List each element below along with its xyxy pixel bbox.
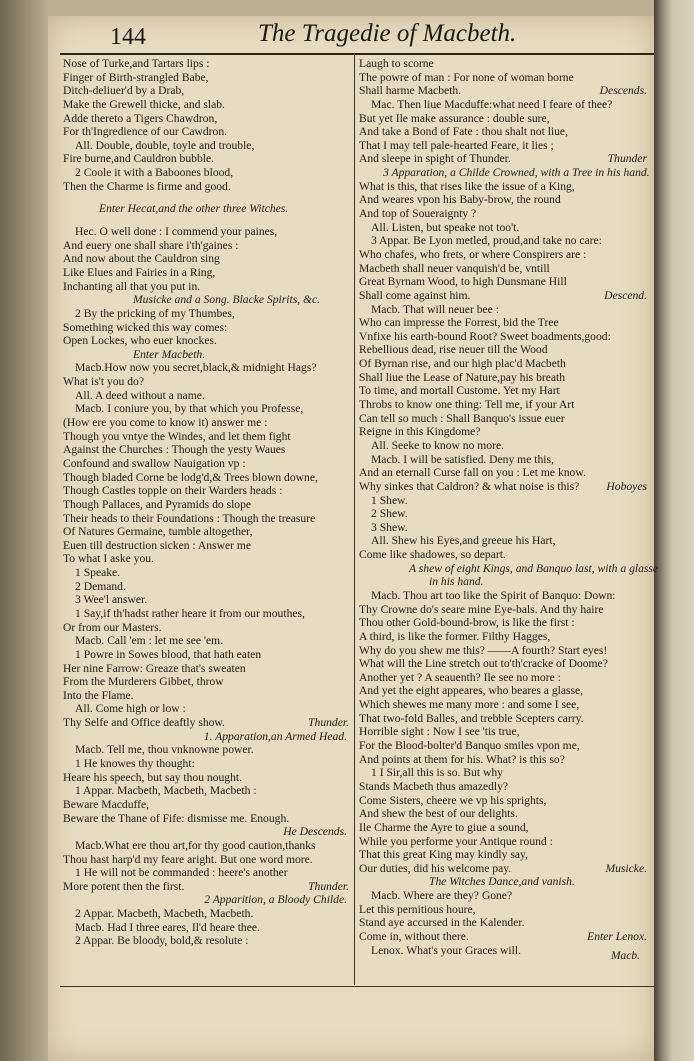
line-text: 1 He knowes thy thought:	[75, 757, 195, 771]
line-text: What is this, that rises like the issue of a King,	[359, 179, 575, 193]
text-line	[359, 84, 649, 98]
line-text: Shall come against him.	[359, 288, 471, 302]
text-line	[63, 152, 351, 166]
text-line	[359, 316, 649, 330]
text-line	[359, 494, 649, 508]
text-line	[359, 343, 649, 357]
text-line	[359, 57, 649, 71]
header-rule	[60, 53, 654, 55]
text-line	[63, 825, 351, 839]
text-line	[63, 743, 351, 757]
line-text: Stands Macbeth thus amazedly?	[359, 779, 509, 793]
line-text: 2 Appar. Be bloody, bold,& resolute :	[75, 934, 249, 948]
line-text: 3 Shew.	[371, 520, 408, 534]
line-text: Our duties, did his welcome pay.	[359, 861, 512, 875]
line-text: Inchanting all that you put in.	[63, 279, 201, 293]
text-line	[63, 471, 351, 485]
facing-page-edge	[654, 0, 694, 1061]
text-line	[359, 616, 649, 630]
text-line	[63, 689, 351, 703]
text-line	[359, 589, 649, 603]
line-text: And yet the eight appeares, who beares a glasse,	[359, 684, 584, 698]
text-line	[63, 430, 351, 444]
text-line	[63, 180, 351, 194]
text-line	[359, 603, 649, 617]
line-text: Macb. Where are they? Gone?	[371, 889, 513, 903]
text-line	[359, 916, 649, 930]
line-text: And an eternall Curse fall on you : Let me know.	[359, 466, 586, 480]
text-line	[63, 552, 351, 566]
line-text: Which shewes me many more : and some I see,	[359, 698, 580, 712]
line-text: 1 Say,if th'hadst rather heare it from our mouthes,	[75, 606, 305, 620]
line-text: Like Elues and Fairies in a Ring,	[63, 265, 216, 279]
text-line	[63, 853, 351, 867]
text-line	[359, 480, 649, 494]
line-text: 1. Apparation,an Armed Head.	[203, 729, 347, 743]
line-text: Macb. I coniure you, by that which you Professe,	[75, 402, 304, 416]
left-column	[63, 57, 351, 948]
line-text: Enter Hecat,and the other three Witches.	[99, 202, 289, 216]
column-divider	[354, 53, 355, 985]
text-line	[359, 712, 649, 726]
line-text: Who chafes, who frets, or where Conspirers are :	[359, 247, 587, 261]
line-text: Then the Charme is firme and good.	[63, 179, 231, 193]
text-line	[63, 193, 351, 202]
text-line	[63, 252, 351, 266]
page-number: 144	[110, 24, 146, 50]
text-line	[63, 607, 351, 621]
text-line	[63, 307, 351, 321]
text-line	[359, 548, 649, 562]
line-text: 2 Shew.	[371, 507, 408, 521]
text-line	[359, 289, 649, 303]
line-text: Great Byrnam Wood, to high Dunsmane Hill	[359, 275, 567, 289]
text-line	[359, 398, 649, 412]
stage-direction: Descend.	[604, 288, 647, 302]
text-line	[63, 139, 351, 153]
line-text: 1 I Sir,all this is so. But why	[371, 766, 503, 780]
text-line	[63, 893, 351, 907]
line-text: Their heads to their Foundations : Though the treasure	[63, 511, 316, 525]
text-line	[359, 930, 649, 944]
line-text: And euery one shall share i'th'gaines :	[63, 238, 239, 252]
stage-direction: Thunder	[607, 152, 647, 166]
text-line	[63, 361, 351, 375]
line-text: A third, is like the former. Filthy Hagges,	[359, 629, 551, 643]
line-text: That two-fold Balles, and trebble Scepters carry.	[359, 711, 584, 725]
text-line	[359, 193, 649, 207]
line-text: 2 Demand.	[75, 579, 126, 593]
text-line	[359, 262, 649, 276]
text-line	[359, 657, 649, 671]
text-line	[63, 921, 351, 935]
line-text: Macbeth shall neuer vanquish'd be, vntill	[359, 261, 550, 275]
text-line	[359, 889, 649, 903]
line-text: Mac. Then liue Macduffe:what need I feare of thee?	[371, 97, 613, 111]
line-text: And now about the Cauldron sing	[63, 252, 220, 266]
text-line	[359, 357, 649, 371]
text-line	[359, 521, 649, 535]
line-text: All. Listen, but speake not too't.	[371, 220, 520, 234]
line-text: Enter Macbeth.	[133, 347, 206, 361]
text-line	[63, 280, 351, 294]
text-line	[63, 512, 351, 526]
text-line	[63, 566, 351, 580]
line-text: Macb. Thou art too like the Spirit of Banquo: Down:	[371, 588, 616, 602]
text-line	[63, 675, 351, 689]
text-line	[359, 234, 649, 248]
line-text: And sleepe in spight of Thunder.	[359, 152, 511, 166]
line-text: Stand aye accursed in the Kalender.	[359, 916, 525, 930]
line-text: Why do you shew me this? ——A fourth? Start eyes!	[359, 643, 608, 657]
line-text: All. Come high or low :	[75, 702, 186, 716]
line-text: Macb. I will be satisfied. Deny me this,	[371, 452, 554, 466]
text-line	[359, 684, 649, 698]
text-line	[359, 766, 649, 780]
text-line	[359, 725, 649, 739]
running-title: The Tragedie of Macbeth.	[258, 20, 517, 47]
line-text: Macb. Had I three eares, Il'd heare thee.	[75, 920, 260, 934]
text-line	[63, 71, 351, 85]
line-text: For th'Ingredience of our Cawdron.	[63, 125, 228, 139]
text-line	[359, 98, 649, 112]
text-line	[63, 880, 351, 894]
line-text: All. Shew his Eyes,and greeue his Hart,	[371, 534, 556, 548]
text-line	[359, 275, 649, 289]
text-line	[63, 839, 351, 853]
line-text: Heare his speech, but say thou nought.	[63, 770, 243, 784]
line-text: 3 Wee'l answer.	[75, 593, 148, 607]
line-text: From the Murderers Gibbet, throw	[63, 675, 224, 689]
line-text: Shall liue the Lease of Nature,pay his breath	[359, 370, 566, 384]
text-line	[63, 321, 351, 335]
line-text: Beware Macduffe,	[63, 797, 150, 811]
text-line	[63, 112, 351, 126]
text-line	[63, 907, 351, 921]
text-line	[63, 580, 351, 594]
text-line	[63, 225, 351, 239]
text-line	[63, 757, 351, 771]
line-text: Ile Charme the Ayre to giue a sound,	[359, 820, 529, 834]
text-line	[63, 443, 351, 457]
text-line	[63, 266, 351, 280]
right-column	[359, 57, 659, 957]
line-text: Macb. That will neuer bee :	[371, 302, 499, 316]
line-text: Come like shadowes, so depart.	[359, 548, 506, 562]
line-text: But yet Ile make assurance : double sure,	[359, 111, 550, 125]
line-text: All. Seeke to know no more.	[371, 438, 504, 452]
line-text: And top of Soueraignty ?	[359, 207, 477, 221]
text-line	[359, 439, 649, 453]
line-text: All. Double, double, toyle and trouble,	[75, 138, 255, 152]
text-line	[63, 662, 351, 676]
stage-direction: Enter Lenox.	[587, 930, 647, 943]
text-line	[359, 207, 649, 221]
text-line	[359, 466, 649, 480]
line-text: The Witches Dance,and vanish.	[429, 875, 575, 889]
line-text: (How ere you come to know it) answer me :	[63, 416, 268, 430]
text-line	[359, 794, 649, 808]
text-line	[359, 534, 649, 548]
line-text: The powre of man : For none of woman borne	[359, 70, 574, 84]
text-line	[359, 903, 649, 917]
line-text: Make the Grewell thicke, and slab.	[63, 97, 225, 111]
line-text: And take a Bond of Fate : thou shalt not liue,	[359, 125, 568, 139]
text-line	[359, 944, 649, 958]
text-line	[359, 71, 649, 85]
text-line	[359, 753, 649, 767]
text-line	[359, 425, 649, 439]
text-line	[359, 507, 649, 521]
line-text: 3 Apparation, a Childe Crowned, with a Tree in his hand.	[383, 166, 650, 180]
stage-direction: Descends.	[599, 84, 647, 98]
line-text: Lenox. What's your Graces will.	[371, 943, 521, 957]
text-line	[63, 934, 351, 948]
stage-direction: Thunder.	[308, 716, 349, 730]
line-text: Can tell so much : Shall Banquo's issue euer	[359, 411, 565, 425]
line-text: More potent then the first.	[63, 879, 185, 893]
text-line	[359, 221, 649, 235]
text-line	[63, 866, 351, 880]
line-text: Ditch-deliuer'd by a Drab,	[63, 84, 185, 98]
text-line	[63, 166, 351, 180]
line-text: Into the Flame.	[63, 688, 134, 702]
text-line	[359, 371, 649, 385]
line-text: Adde thereto a Tigers Chawdron,	[63, 111, 218, 125]
line-text: Reigne in this Kingdome?	[359, 425, 481, 439]
line-text: 3 Appar. Be Lyon metled, proud,and take no care:	[371, 234, 602, 248]
line-text: All. A deed without a name.	[75, 388, 205, 402]
text-line	[63, 648, 351, 662]
line-text: Horrible sight : Now I see 'tis true,	[359, 725, 520, 739]
line-text: 2 By the pricking of my Thumbes,	[75, 306, 235, 320]
text-line	[359, 875, 649, 889]
line-text: Though Pallaces, and Pyramids do slope	[63, 497, 252, 511]
text-line	[359, 125, 649, 139]
line-text: Come in, without there.	[359, 930, 469, 943]
text-line	[63, 498, 351, 512]
text-line	[359, 152, 649, 166]
text-line	[359, 112, 649, 126]
line-text: Or from our Masters.	[63, 620, 162, 634]
line-text: And points at them for his. What? is this so?	[359, 752, 565, 766]
text-line	[63, 716, 351, 730]
text-line	[359, 780, 649, 794]
text-line	[359, 453, 649, 467]
text-line	[63, 798, 351, 812]
text-line	[359, 139, 649, 153]
line-text: Of Byrnan rise, and our high plac'd Macbeth	[359, 357, 566, 371]
line-text: Thy Crowne do's seare mine Eye-bals. And thy haire	[359, 602, 604, 616]
line-text: Though bladed Corne be lodg'd,& Trees blown downe,	[63, 470, 318, 484]
line-text: Nose of Turke,and Tartars lips :	[63, 57, 210, 70]
text-line	[63, 239, 351, 253]
line-text: 2 Appar. Macbeth, Macbeth, Macbeth.	[75, 907, 254, 921]
text-line	[359, 671, 649, 685]
binding-gutter	[0, 0, 48, 1061]
line-text: Though you vntye the Windes, and let them fight	[63, 429, 291, 443]
line-text: Fire burne,and Cauldron bubble.	[63, 152, 215, 166]
line-text: 1 Shew.	[371, 493, 408, 507]
text-line	[63, 702, 351, 716]
line-text: Macb. Tell me, thou vnknowne power.	[75, 743, 254, 757]
line-text: Finger of Birth-strangled Babe,	[63, 70, 209, 84]
text-line	[359, 166, 649, 180]
line-text: Hec. O well done : I commend your paines,	[75, 225, 278, 239]
line-text: 2 Apparition, a Bloody Childe.	[204, 893, 347, 907]
text-line	[359, 180, 649, 194]
text-line	[359, 575, 649, 589]
text-line	[63, 457, 351, 471]
text-line	[359, 807, 649, 821]
line-text: And shew the best of our delights.	[359, 807, 518, 821]
line-text: 1 Speake.	[75, 566, 121, 580]
footer-rule	[60, 986, 654, 987]
text-line	[63, 402, 351, 416]
line-text: Who can impresse the Forrest, bid the Tree	[359, 316, 559, 330]
text-line	[63, 389, 351, 403]
text-line	[63, 634, 351, 648]
line-text: Macb. Call 'em : let me see 'em.	[75, 634, 224, 648]
line-text: Let this pernitious houre,	[359, 902, 476, 916]
text-line	[63, 57, 351, 71]
text-line	[359, 862, 649, 876]
line-text: 2 Coole it with a Baboones blood,	[75, 166, 234, 180]
line-text: Macb.How now you secret,black,& midnight Hags?	[75, 361, 317, 375]
line-text: Euen till destruction sicken : Answer me	[63, 538, 252, 552]
text-line	[63, 125, 351, 139]
text-line	[359, 835, 649, 849]
text-line	[63, 202, 351, 216]
line-text: While you performe your Antique round :	[359, 834, 553, 848]
stage-direction: Hoboyes	[606, 479, 647, 493]
text-line	[359, 630, 649, 644]
line-text: Shall harme Macbeth.	[359, 84, 462, 98]
text-line	[63, 621, 351, 635]
text-line	[63, 216, 351, 225]
line-text: And weares vpon his Baby-brow, the round	[359, 193, 561, 207]
text-line	[63, 334, 351, 348]
text-line	[63, 293, 351, 307]
text-line	[63, 348, 351, 362]
line-text: Her nine Farrow: Greaze that's sweaten	[63, 661, 246, 675]
line-text: Of Natures Germaine, tumble altogether,	[63, 525, 253, 539]
text-line	[63, 416, 351, 430]
text-line	[63, 98, 351, 112]
line-text: Rebellious dead, rise neuer till the Wood	[359, 343, 548, 357]
line-text: That I may tell pale-hearted Feare, it lies ;	[359, 138, 554, 152]
stage-direction: Thunder.	[308, 879, 349, 893]
text-line	[359, 698, 649, 712]
line-text: 1 Powre in Sowes blood, that hath eaten	[75, 647, 262, 661]
line-text: Macb.What ere thou art,for thy good caution,thanks	[75, 838, 316, 852]
line-text: Thou other Gold-bound-brow, is like the first :	[359, 616, 575, 630]
line-text: Thy Selfe and Office deaftly show.	[63, 716, 225, 730]
text-line	[63, 525, 351, 539]
text-line	[359, 644, 649, 658]
line-text: A shew of eight Kings, and Banquo last, with a glasse	[409, 561, 659, 575]
line-text: What will the Line stretch out to'th'cracke of Doome?	[359, 657, 608, 671]
line-text: Open Lockes, who euer knockes.	[63, 334, 217, 348]
line-text: Thou hast harp'd my feare aright. But one word more.	[63, 852, 313, 866]
text-line	[359, 739, 649, 753]
text-line	[359, 561, 659, 576]
line-text: He Descends.	[283, 825, 347, 839]
text-line	[63, 784, 351, 798]
text-line	[359, 412, 649, 426]
line-text: To time, and mortall Custome. Yet my Hart	[359, 384, 560, 398]
text-line	[359, 303, 649, 317]
line-text: To what I aske you.	[63, 552, 154, 566]
line-text: What is't you do?	[63, 375, 144, 389]
line-text: 1 Appar. Macbeth, Macbeth, Macbeth :	[75, 784, 257, 798]
line-text: Come Sisters, cheere we vp his sprights,	[359, 793, 547, 807]
text-line	[63, 593, 351, 607]
text-line	[63, 539, 351, 553]
text-line	[359, 848, 649, 862]
catchword: Macb.	[610, 950, 640, 962]
text-line	[359, 384, 649, 398]
line-text: Against the Churches : Though the yesty Waues	[63, 443, 286, 457]
text-line	[359, 248, 649, 262]
line-text: Though Castles topple on their Warders heads :	[63, 484, 283, 498]
line-text: Confound and swallow Nauigation vp :	[63, 456, 246, 470]
line-text: Throbs to know one thing: Tell me, if your Art	[359, 398, 575, 412]
text-line	[63, 730, 351, 744]
text-line	[63, 771, 351, 785]
stage-direction: Musicke.	[605, 861, 647, 875]
line-text: Why sinkes that Caldron? & what noise is this?	[359, 479, 580, 493]
line-text: Beware the Thane of Fife: dismisse me. Enough.	[63, 811, 290, 825]
text-line	[63, 812, 351, 826]
text-line	[63, 84, 351, 98]
text-line	[63, 484, 351, 498]
line-text: Something wicked this way comes:	[63, 320, 228, 334]
text-line	[63, 375, 351, 389]
text-line	[359, 821, 649, 835]
line-text: Laugh to scorne	[359, 57, 434, 70]
line-text: in his hand.	[429, 575, 484, 589]
line-text: 1 He will not be commanded : heere's another	[75, 866, 288, 880]
line-text: That this great King may kindly say,	[359, 848, 528, 862]
page-header	[110, 20, 650, 54]
line-text: Musicke and a Song. Blacke Spirits, &c.	[133, 293, 321, 307]
line-text: Another yet ? A seauenth? Ile see no more :	[359, 670, 561, 684]
text-line	[359, 330, 649, 344]
line-text: Vnfixe his earth-bound Root? Sweet boadments,good:	[359, 329, 611, 343]
line-text: For the Blood-bolter'd Banquo smiles vpon me,	[359, 739, 580, 753]
